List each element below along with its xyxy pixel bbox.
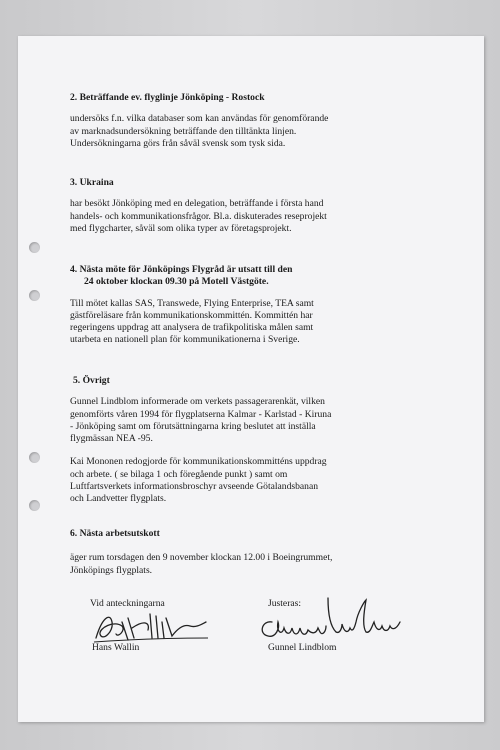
section-3	[70, 177, 450, 235]
punch-hole	[29, 452, 40, 463]
section-4-heading-cont: 24 oktober klockan 09.30 på Motell Västgöte.	[84, 276, 269, 288]
text-line: utarbeta en nationell plan för kommunikationerna i Sverige.	[70, 334, 300, 346]
text-line: med flygcharter, såväl som olika typer av företagsprojekt.	[70, 222, 292, 234]
signature-left-label: Vid anteckningarna	[90, 598, 165, 609]
section-5	[70, 375, 450, 506]
text-line: Gunnel Lindblom informerade om verkets passagerarenkät, vilken	[70, 396, 325, 408]
signature-right-label: Justeras:	[268, 598, 302, 609]
text-line: undersöks f.n. vilka databaser som kan användas för genomförande	[70, 113, 329, 125]
signature-gunnel-lindblom-icon	[254, 592, 404, 642]
text-line: Undersökningarna görs från såväl svensk som tysk sida.	[70, 137, 286, 149]
signature-right-name: Gunnel Lindblom	[268, 642, 337, 653]
text-line: och arbete. ( se bilaga 1 och föregående punkt ) samt om	[70, 468, 288, 480]
text-line: gästföreläsare från kommunikationskommittén. Kommittén har	[70, 309, 313, 321]
text-line: äger rum torsdagen den 9 november klockan 12.00 i Boeingrummet,	[70, 552, 333, 564]
section-6	[70, 528, 450, 577]
section-5-heading: 5. Övrigt	[73, 375, 110, 386]
section-6-heading: 6. Nästa arbetsutskott	[70, 528, 160, 539]
text-line: Kai Mononen redogjorde för kommunikationskommitténs uppdrag	[70, 456, 327, 468]
section-3-heading: 3. Ukraina	[70, 177, 114, 188]
section-5-para-2	[70, 456, 450, 505]
text-line: Jönköpings flygplats.	[70, 564, 153, 576]
text-line: av marknadsundersökning beträffande den tilltänkta linjen.	[70, 125, 297, 137]
section-3-body	[70, 198, 450, 235]
punch-hole	[29, 500, 40, 511]
section-2-heading: 2. Beträffande ev. flyglinje Jönköping - Rostock	[70, 92, 265, 103]
signature-left-name: Hans Wallin	[92, 642, 140, 653]
text-line: Luftfartsverkets informationsbroschyr avseende Götalandsbanan	[70, 481, 319, 493]
section-4-heading: 4. Nästa möte för Jönköpings Flygråd är utsatt till den	[70, 264, 293, 275]
section-2-body	[70, 113, 450, 150]
section-5-para-1	[70, 396, 450, 445]
text-line: handels- och kommunikationsfrågor. Bl.a. diskuterades reseprojekt	[70, 210, 327, 222]
section-6-body	[70, 552, 450, 577]
text-line: flygmässan NEA -95.	[70, 433, 153, 445]
punch-hole	[29, 242, 40, 253]
text-line: har besökt Jönköping med en delegation, beträffande i första hand	[70, 198, 324, 210]
punch-hole	[29, 290, 40, 301]
text-line: Till mötet kallas SAS, Transwede, Flying Enterprise, TEA samt	[70, 297, 314, 309]
text-line: och Landvetter flygplats.	[70, 493, 167, 505]
section-4-body	[70, 298, 450, 347]
text-line: regeringens uppdrag att analysera de trafikpolitiska målen samt	[70, 322, 314, 334]
section-2	[70, 92, 450, 150]
text-line: genomförts våren 1994 för flygplatserna Kalmar - Karlstad - Kiruna	[70, 408, 332, 420]
section-4	[70, 264, 450, 347]
text-line: - Jönköping samt om förutsättningarna kring beslutet att inställa	[70, 420, 316, 432]
